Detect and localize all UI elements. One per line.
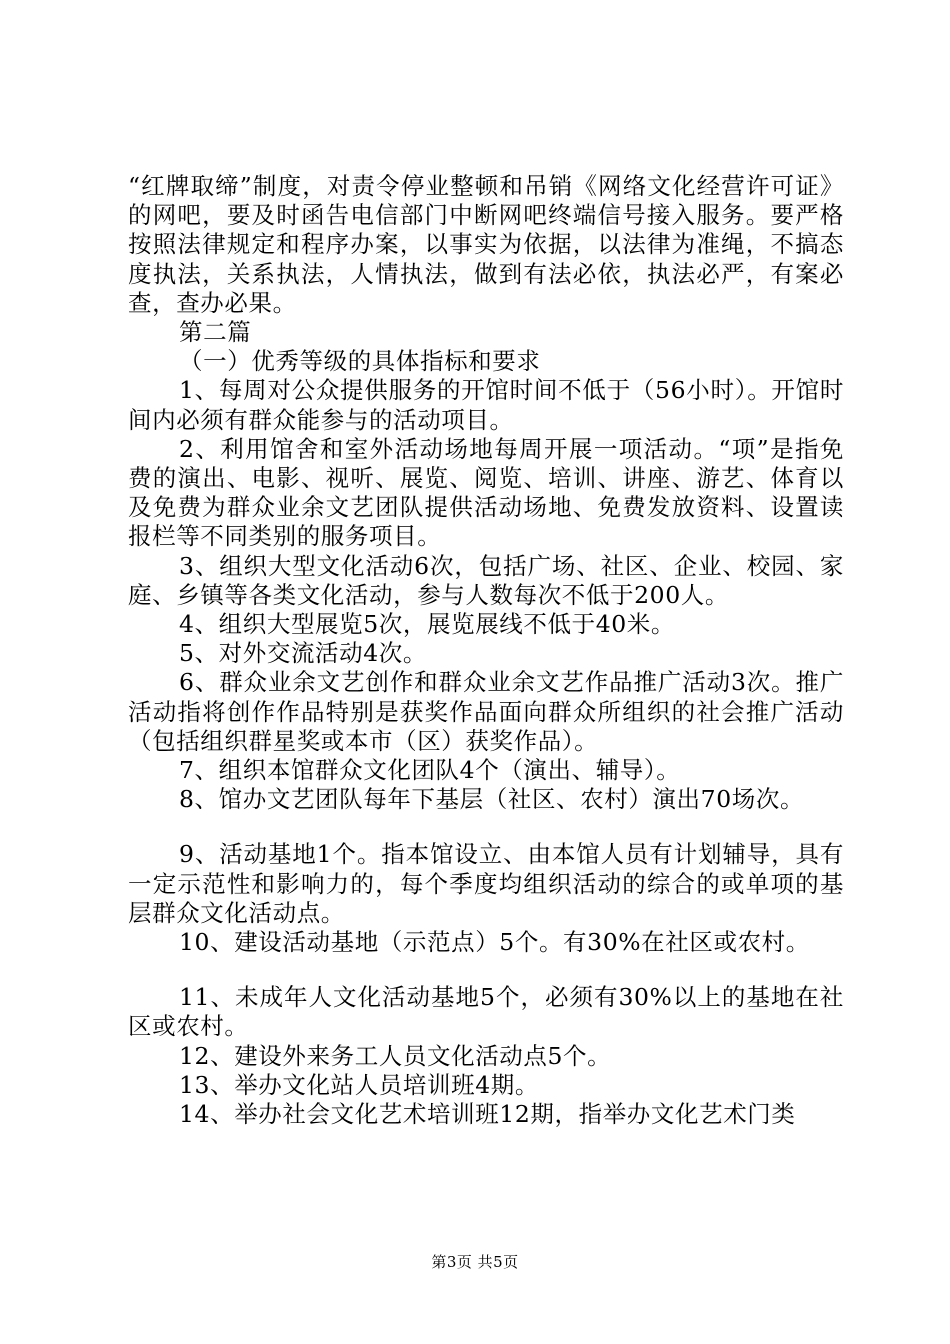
list-item-5: 5、对外交流活动4次。 — [179, 639, 428, 668]
page-number-footer: 第3页 共5页 — [431, 1253, 519, 1271]
body-text — [128, 172, 844, 1129]
list-item-4: 4、组织大型展览5次，展览展线不低于40米。 — [179, 610, 676, 639]
list-item-10: 10、建设活动基地（示范点）5个。有30%在社区或农村。 — [179, 928, 810, 957]
list-item-1: 1、每周对公众提供服务的开馆时间不低于（56小时）。开馆时间内必须有群众能参与的活动项目。 — [128, 376, 844, 434]
list-item-9: 9、活动基地1个。指本馆设立、由本馆人员有计划辅导，具有一定示范性和影响力的，每个季度均组织活动的综合的或单项的基层群众文化活动点。 — [128, 840, 844, 927]
list-item-13: 13、举办文化站人员培训班4期。 — [179, 1070, 539, 1099]
list-item-12: 12、建设外来务工人员文化活动点5个。 — [179, 1041, 612, 1070]
list-item-7: 7、组织本馆群众文化团队4个（演出、辅导）。 — [179, 756, 681, 785]
paragraph-continuation: “红牌取缔”制度，对责令停业整顿和吊销《网络文化经营许可证》的网吧，要及时函告电信部门中断网吧终端信号接入服务。要严格按照法律规定和程序办案，以事实为依据，以法律为准绳，不搞态度执法，关系执法，人情执法，做到有法必依，执法必严，有案必查，查办必果。 — [128, 172, 844, 317]
list-item-6: 6、群众业余文艺创作和群众业余文艺作品推广活动3次。推广活动指将创作作品特别是获奖作品面向群众所组织的社会推广活动（包括组织群星奖或本市（区）获奖作品）。 — [128, 668, 844, 755]
section-title: 第二篇 — [179, 318, 252, 347]
list-item-2: 2、利用馆舍和室外活动场地每周开展一项活动。“项”是指免费的演出、电影、视听、展览、阅览、培训、讲座、游艺、体育以及免费为群众业余文艺团队提供活动场地、免费发放资料、设置读报栏等不同类别的服务项目。 — [128, 434, 844, 551]
list-item-14: 14、举办社会文化艺术培训班12期，指举办文化艺术门类 — [179, 1100, 796, 1129]
subsection-heading: （一）优秀等级的具体指标和要求 — [179, 347, 541, 376]
list-item-8: 8、馆办文艺团队每年下基层（社区、农村）演出70场次。 — [179, 785, 805, 814]
list-item-11: 11、未成年人文化活动基地5个，必须有30%以上的基地在社区或农村。 — [128, 983, 844, 1041]
list-item-3: 3、组织大型文化活动6次，包括广场、社区、企业、校园、家庭、乡镇等各类文化活动，参与人数每次不低于200人。 — [128, 551, 844, 609]
